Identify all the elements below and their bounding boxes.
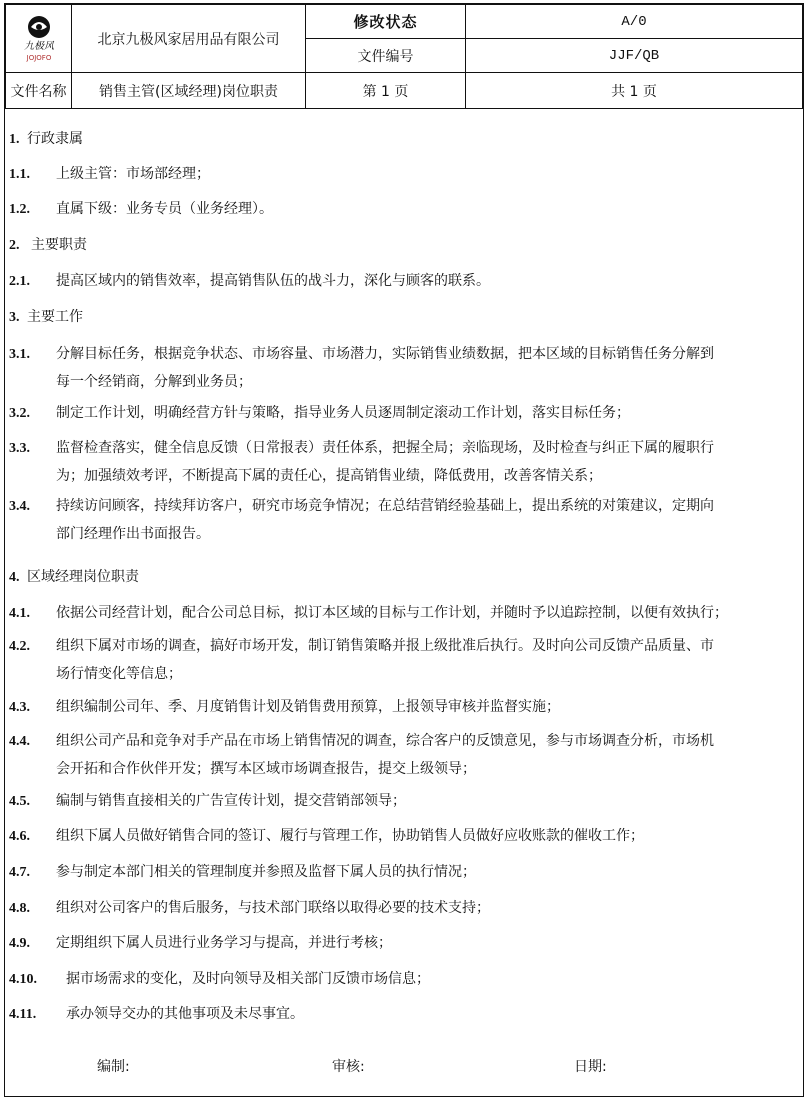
docno-value: JJF/QB: [466, 39, 803, 73]
section-item: [9, 968, 430, 988]
page-total: 共 1 页: [466, 73, 803, 109]
section-item: [9, 128, 83, 148]
section-number: 3.1.: [9, 347, 30, 362]
section-text: 组织公司产品和竞争对手产品在市场上销售情况的调查，综合客户的反馈意见，参与市场调查分析，市场机: [56, 733, 714, 749]
section-text: 上级主管：市场部经理；: [56, 166, 210, 182]
section-text-continued: 场行情变化等信息；: [56, 666, 182, 682]
section-number: 4.1.: [9, 606, 30, 621]
svg-text:JOJOFO: JOJOFO: [26, 53, 51, 62]
filename-value: 销售主管(区域经理)岗位职责: [72, 73, 306, 109]
section-item: [9, 1003, 304, 1023]
section-number: 4.: [9, 570, 20, 585]
section-number: 4.9.: [9, 936, 30, 951]
section-item: [9, 402, 630, 422]
section-text: 直属下级：业务专员（业务经理）。: [56, 201, 273, 217]
section-item: [9, 730, 714, 750]
section-number: 4.8.: [9, 901, 30, 916]
section-item: [9, 234, 87, 254]
section-text: 据市场需求的变化，及时向领导及相关部门反馈市场信息；: [66, 971, 430, 987]
section-text: 承办领导交办的其他事项及未尽事宜。: [66, 1006, 304, 1022]
section-number: 4.2.: [9, 639, 30, 654]
section-number: 3.3.: [9, 441, 30, 456]
section-text: 组织编制公司年、季、月度销售计划及销售费用预算，上报领导审核并监督实施；: [56, 699, 560, 715]
reviewed-by-label: 审核:: [332, 1059, 365, 1075]
filename-label: 文件名称: [6, 73, 72, 109]
section-item: [9, 602, 728, 622]
section-item: [9, 270, 490, 290]
section-number: 2.: [9, 238, 20, 253]
section-text: 定期组织下属人员进行业务学习与提高，并进行考核；: [56, 935, 392, 951]
revision-label: 修改状态: [306, 5, 466, 39]
section-text: 持续访问顾客，持续拜访客户，研究市场竞争情况；在总结营销经验基础上，提出系统的对策建议，定期向: [56, 498, 714, 514]
section-text-continued: 会开拓和合作伙伴开发；撰写本区域市场调查报告，提交上级领导；: [56, 761, 476, 777]
section-item: [9, 495, 714, 515]
document-page: [4, 3, 804, 1097]
revision-value: A/0: [466, 5, 803, 39]
section-item: [9, 696, 560, 716]
section-number: 4.5.: [9, 794, 30, 809]
section-text: 主要工作: [27, 309, 83, 325]
section-text: 依据公司经营计划，配合公司总目标，拟订本区域的目标与工作计划，并随时予以追踪控制，以便有效执行；: [56, 605, 728, 621]
section-number: 3.4.: [9, 499, 30, 514]
section-number: 1.: [9, 132, 20, 147]
prepared-by-label: 编制:: [97, 1059, 130, 1075]
section-text: 编制与销售直接相关的广告宣传计划，提交营销部领导；: [56, 793, 406, 809]
section-item: [9, 635, 714, 655]
date-label: 日期:: [574, 1059, 607, 1075]
section-item: [9, 306, 83, 326]
section-number: 4.7.: [9, 865, 30, 880]
section-text-continued: 部门经理作出书面报告。: [56, 526, 210, 542]
section-text: 分解目标任务，根据竞争状态、市场容量、市场潜力，实际销售业绩数据，把本区域的目标销售任务分解到: [56, 346, 714, 362]
company-name: 北京九极风家居用品有限公司: [72, 5, 306, 73]
section-item: [9, 163, 210, 183]
section-number: 4.11.: [9, 1007, 37, 1022]
section-number: 3.: [9, 310, 20, 325]
section-number: 4.3.: [9, 700, 30, 715]
section-item: [9, 566, 139, 586]
section-item: [9, 861, 476, 881]
page-number: 第 1 页: [306, 73, 466, 109]
section-text: 主要职责: [31, 237, 87, 253]
section-text: 组织下属人员做好销售合同的签订、履行与管理工作，协助销售人员做好应收账款的催收工作；: [56, 828, 644, 844]
section-text: 区域经理岗位职责: [27, 569, 139, 585]
section-text: 提高区域内的销售效率，提高销售队伍的战斗力，深化与顾客的联系。: [56, 273, 490, 289]
section-text: 制定工作计划，明确经营方针与策略，指导业务人员逐周制定滚动工作计划，落实目标任务；: [56, 405, 630, 421]
company-logo: [6, 5, 72, 73]
section-text: 参与制定本部门相关的管理制度并参照及监督下属人员的执行情况；: [56, 864, 476, 880]
section-text: 组织对公司客户的售后服务，与技术部门联络以取得必要的技术支持；: [56, 900, 490, 916]
section-number: 1.2.: [9, 202, 30, 217]
section-text-continued: 为；加强绩效考评，不断提高下属的责任心，提高销售业绩，降低费用，改善客情关系；: [56, 468, 602, 484]
svg-text:九极风: 九极风: [23, 40, 54, 52]
section-item: [9, 198, 273, 218]
section-item: [9, 825, 644, 845]
logo-icon: [15, 13, 63, 65]
section-number: 1.1.: [9, 167, 30, 182]
section-number: 4.6.: [9, 829, 30, 844]
section-number: 4.4.: [9, 734, 30, 749]
section-item: [9, 437, 714, 457]
section-item: [9, 790, 406, 810]
section-number: 4.10.: [9, 972, 37, 987]
section-item: [9, 932, 392, 952]
section-text: 组织下属对市场的调查，搞好市场开发，制订销售策略并报上级批准后执行。及时向公司反馈产品质量、市: [56, 638, 714, 654]
section-text: 行政隶属: [27, 131, 83, 147]
section-number: 3.2.: [9, 406, 30, 421]
document-header: [5, 4, 803, 109]
section-item: [9, 343, 714, 363]
section-text: 监督检查落实，健全信息反馈（日常报表）责任体系，把握全局；亲临现场，及时检查与纠正下属的履职行: [56, 440, 714, 456]
docno-label: 文件编号: [306, 39, 466, 73]
section-text-continued: 每一个经销商，分解到业务员；: [56, 374, 252, 390]
section-number: 2.1.: [9, 274, 30, 289]
section-item: [9, 897, 490, 917]
